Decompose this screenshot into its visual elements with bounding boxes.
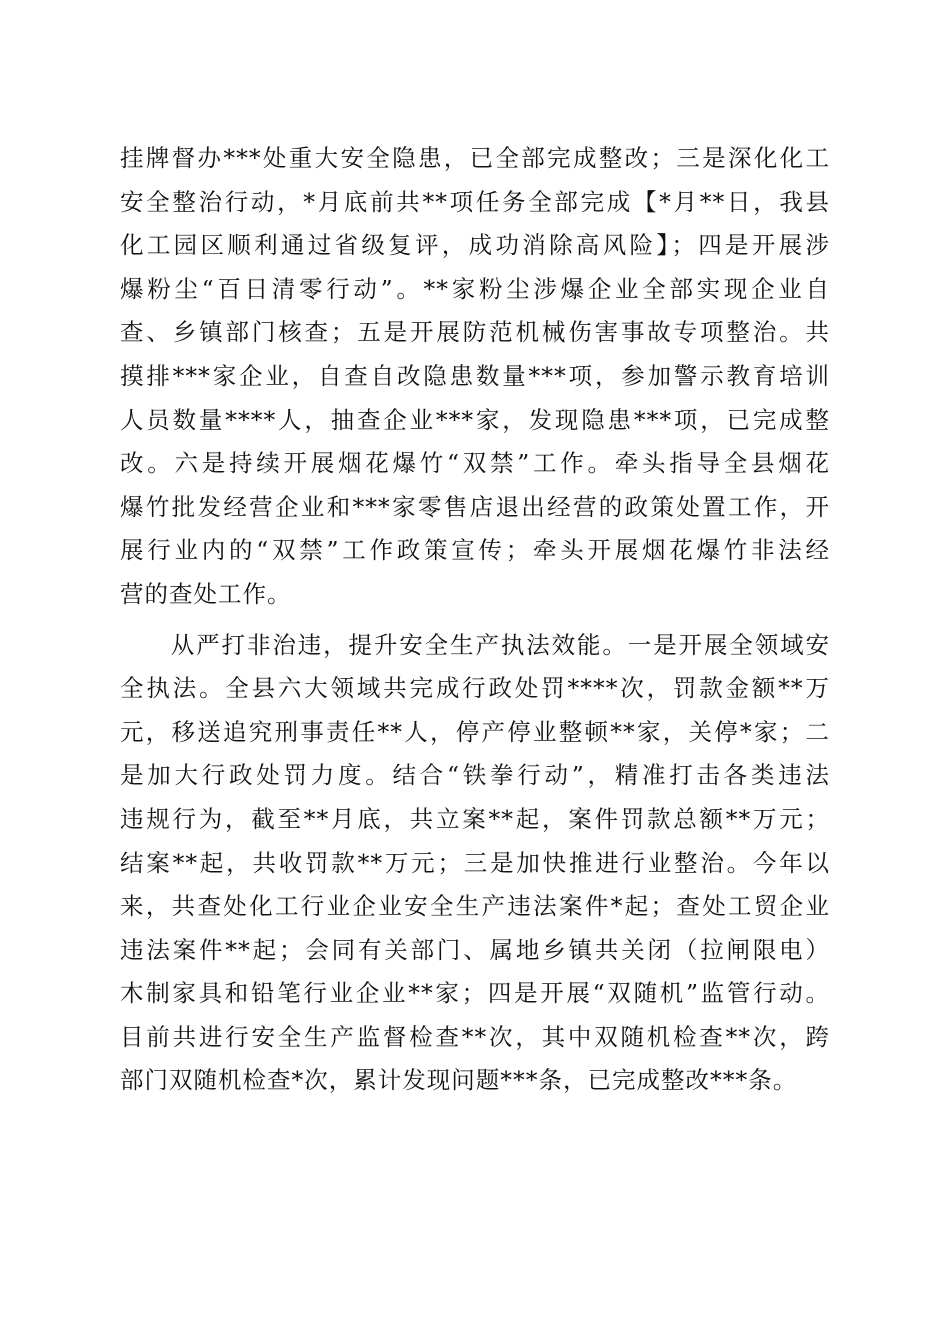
- text-line: 安全整治行动，*月底前共**项任务全部完成【*月**日，我县: [120, 187, 830, 216]
- paragraph-hazard-rectification: [120, 137, 830, 617]
- text-line: 来，共查处化工行业企业安全生产违法案件*起；查处工贸企业: [120, 892, 830, 921]
- text-line: 结案**起，共收罚款**万元；三是加快推进行业整治。今年以: [120, 848, 830, 877]
- text-line: 爆粉尘“百日清零行动”。**家粉尘涉爆企业全部实现企业自: [120, 274, 830, 303]
- text-line: 展行业内的“双禁”工作政策宣传；牵头开展烟花爆竹非法经: [120, 536, 830, 565]
- text-line: 爆竹批发经营企业和***家零售店退出经营的政策处置工作，开: [120, 492, 830, 521]
- text-line: 目前共进行安全生产监督检查**次，其中双随机检查**次，跨: [120, 1022, 830, 1051]
- text-line: 木制家具和铅笔行业企业**家；四是开展“双随机”监管行动。: [120, 979, 830, 1008]
- text-line: 元，移送追究刑事责任**人，停产停业整顿**家，关停*家；二: [120, 717, 830, 746]
- paragraph-gap: [120, 617, 830, 624]
- document-body: [120, 137, 830, 1103]
- text-line: 化工园区顺利通过省级复评，成功消除高风险】；四是开展涉: [120, 231, 830, 260]
- text-line: 改。六是持续开展烟花爆竹“双禁”工作。牵头指导全县烟花: [120, 449, 830, 478]
- text-line: 摸排***家企业，自查自改隐患数量***项，参加警示教育培训: [120, 361, 830, 390]
- text-line: 违法案件**起；会同有关部门、属地乡镇共关闭（拉闸限电）: [120, 935, 830, 964]
- text-line: 查、乡镇部门核查；五是开展防范机械伤害事故专项整治。共: [120, 318, 830, 347]
- paragraph-law-enforcement: [120, 624, 830, 1104]
- text-line: 从严打非治违，提升安全生产执法效能。一是开展全领域安: [120, 630, 830, 659]
- text-line: 部门双随机检查*次，累计发现问题***条，已完成整改***条。: [120, 1066, 798, 1095]
- text-line: 挂牌督办***处重大安全隐患，已全部完成整改；三是深化化工: [120, 144, 830, 172]
- text-line: 全执法。全县六大领域共完成行政处罚****次，罚款金额**万: [120, 674, 830, 703]
- text-line: 营的查处工作。: [120, 579, 292, 608]
- text-line: 是加大行政处罚力度。结合“铁拳行动”，精准打击各类违法: [120, 761, 830, 790]
- text-line: 违规行为，截至**月底，共立案**起，案件罚款总额**万元；: [120, 804, 830, 833]
- text-line: 人员数量****人，抽查企业***家，发现隐患***项，已完成整: [120, 405, 830, 434]
